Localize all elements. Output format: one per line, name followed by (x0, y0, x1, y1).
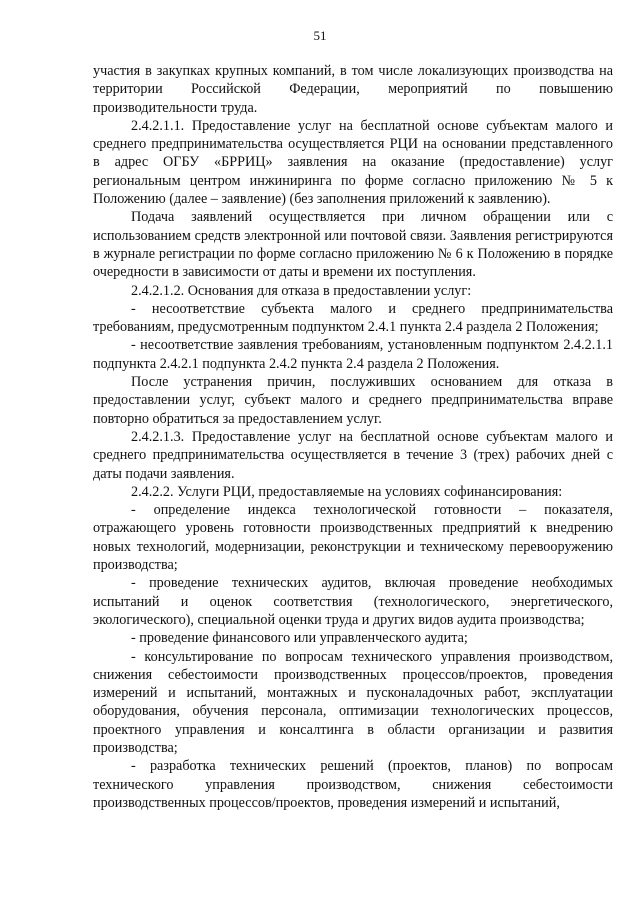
paragraph-continuation: участия в закупках крупных компаний, в том числе локализующих производства на территории Российской Федерации, мероприятий по повышению производительности труда. (93, 63, 613, 116)
document-body (93, 62, 613, 812)
list-item-refusal-reason-2: - несоответствие заявления требованиям, установленным подпунктом 2.4.2.1.1 подпункта 2.4.2.1 подпункта 2.4.2 пункта 2.4 раздела 2 Положения. (93, 337, 613, 372)
paragraph-2-4-2-1-3: 2.4.2.1.3. Предоставление услуг на бесплатной основе субъектам малого и среднего предпринимательства осуществляется в течение 3 (трех) рабочих дней с даты подачи заявления. (93, 428, 613, 482)
list-item-refusal-reason-1: - несоответствие субъекта малого и среднего предпринимательства требованиям, предусмотренным подпунктом 2.4.1 пункта 2.4 раздела 2 Положения; (93, 300, 613, 336)
list-item-service-3: - проведение финансового или управленческого аудита; (131, 630, 468, 647)
list-item-service-1: - определение индекса технологической готовности – показателя, отражающего уровень готовности производственных предприятий к внедрению новых технологий, модернизации, реконструкции и техническому перевооружению производства; (93, 502, 613, 574)
paragraph-application-submission: Подача заявлений осуществляется при личном обращении или с использованием средств электронной или почтовой связи. Заявления регистрируются в журнале регистрации по форме согласно приложению № 6 к Положению в порядке очередности в зависимости от даты и времени их поступления. (93, 209, 613, 281)
list-item-service-5: - разработка технических решений (проектов, планов) по вопросам технического управления производством, снижения себестоимости производственных процессов/проектов, проведения измерений и испытаний, (93, 758, 613, 811)
paragraph-reapplication: После устранения причин, послуживших основанием для отказа в предоставлении услуг, субъект малого и среднего предпринимательства вправе повторно обратиться за предоставлением услуг. (93, 374, 613, 427)
paragraph-2-4-2-1-1: 2.4.2.1.1. Предоставление услуг на бесплатной основе субъектам малого и среднего предпринимательства осуществляется РЦИ на основании представленного в адрес ОГБУ «БРРИЦ» заявления на оказание (предоставление) услуг региональным центром инжиниринга по форме согласно приложению № 5 к Положению (далее – заявление) (без заполнения приложений к заявлению). (93, 117, 613, 208)
list-item-service-4: - консультирование по вопросам технического управления производством, снижения себестоимости производственных процессов/проектов, проведения измерений и испытаний, монтажных и пусконаладочных работ, эксплуатации оборудования, обучения персонала, оптимизации технологических процессов, проектного управления и консалтинга в области организации и развития производства; (93, 648, 613, 756)
list-item-service-2: - проведение технических аудитов, включая проведение необходимых испытаний и оценок соответствия (технологического, энергетического, экологического), специальной оценки труда и других видов аудита производства; (93, 575, 613, 628)
page-number: 51 (313, 28, 327, 43)
paragraph-2-4-2-2: 2.4.2.2. Услуги РЦИ, предоставляемые на условиях софинансирования: (131, 483, 563, 500)
paragraph-2-4-2-1-2: 2.4.2.1.2. Основания для отказа в предоставлении услуг: (131, 282, 472, 299)
